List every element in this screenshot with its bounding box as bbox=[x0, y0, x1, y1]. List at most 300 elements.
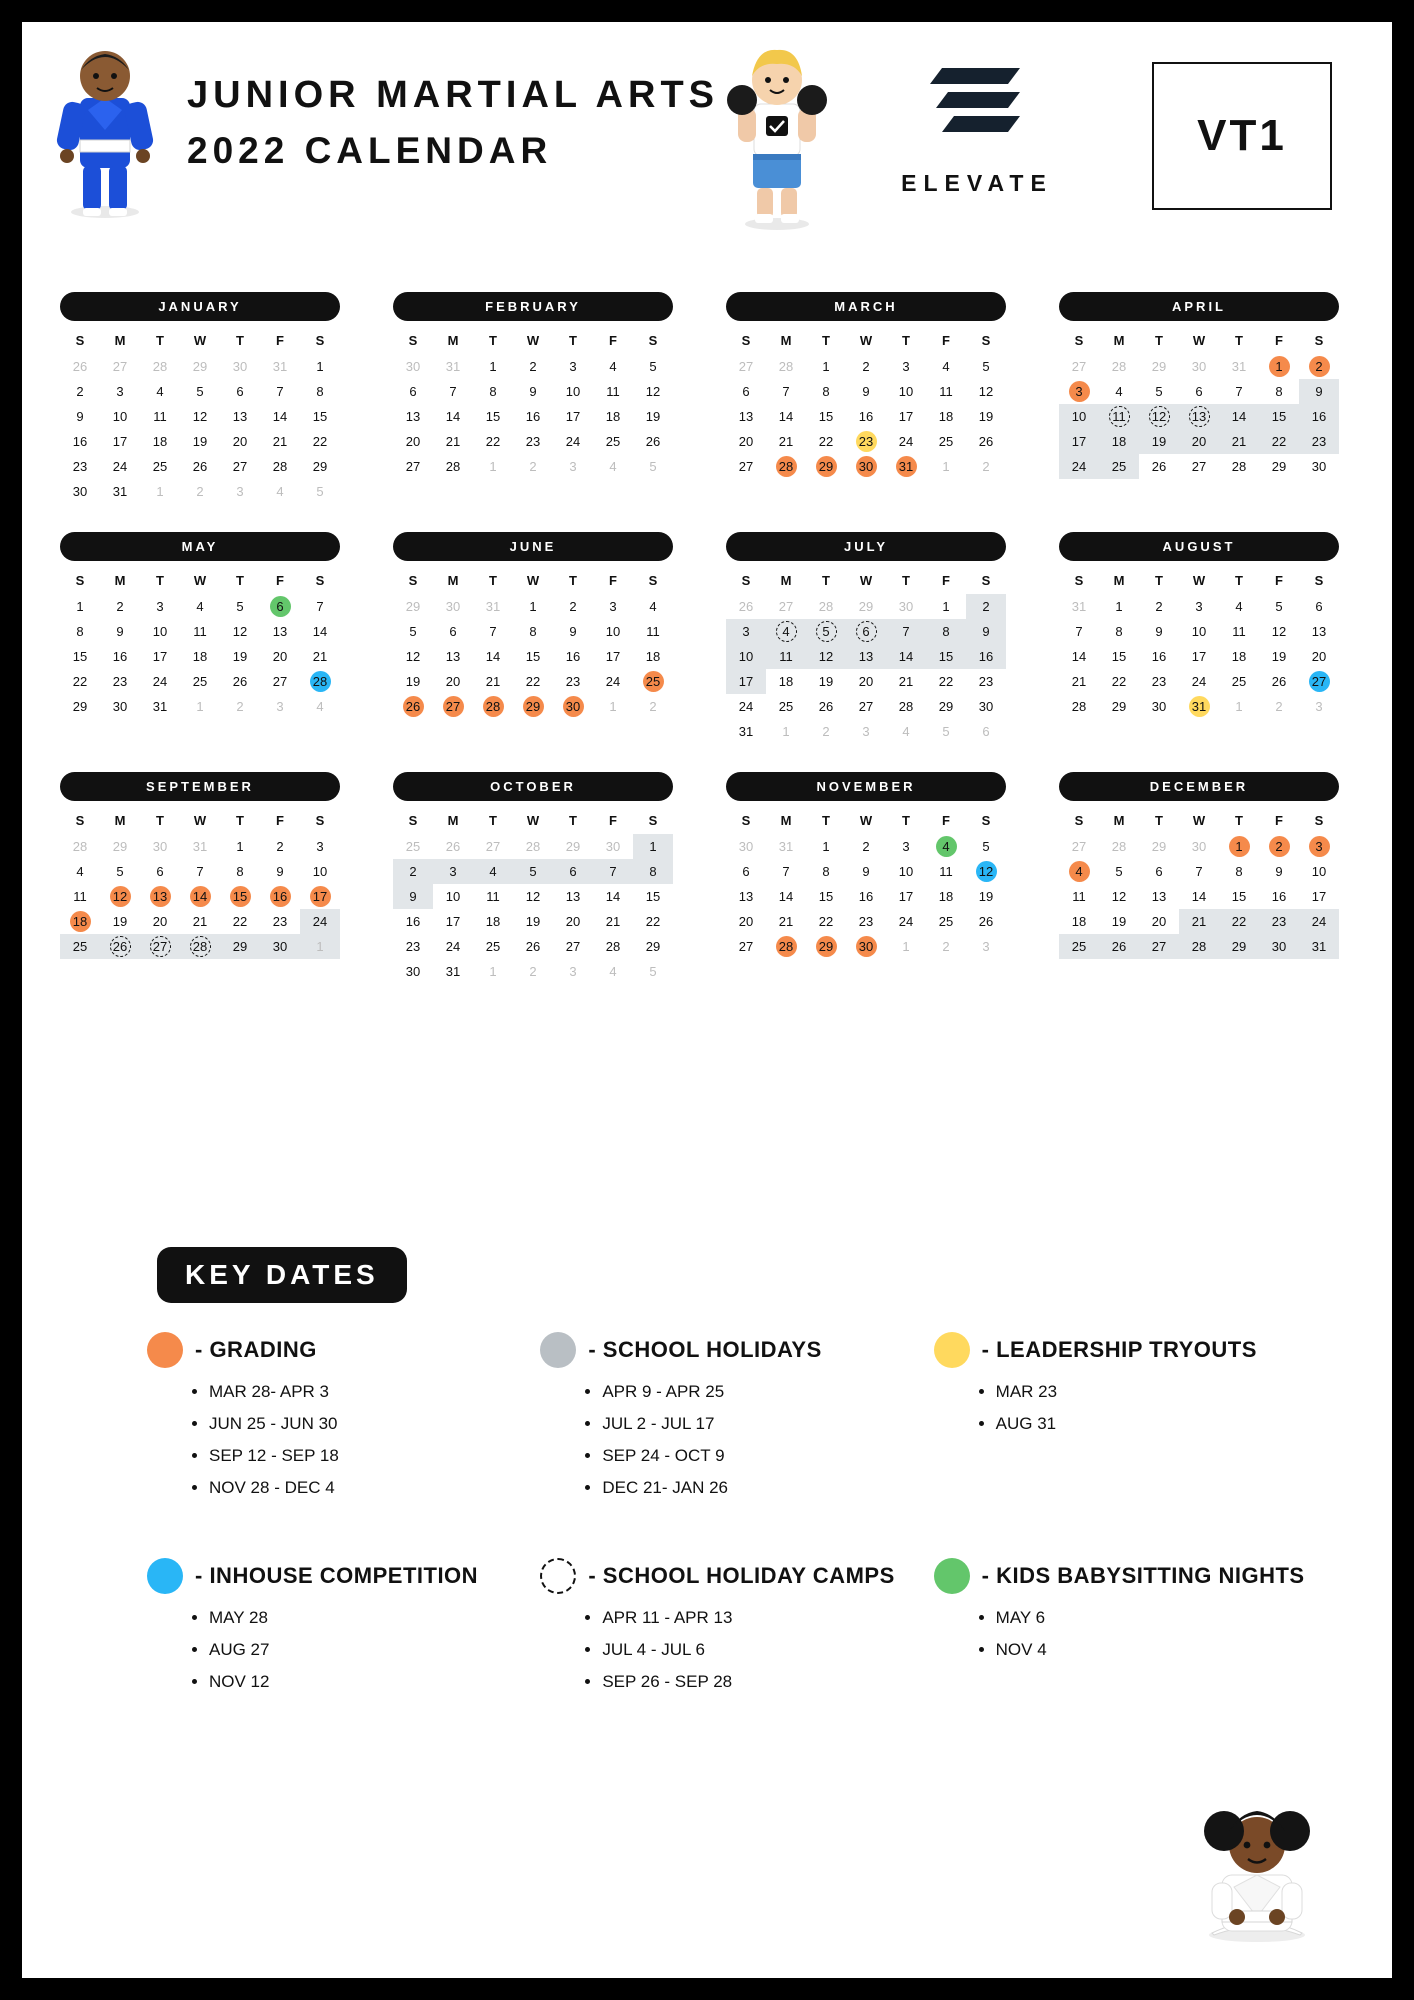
day-cell[interactable] bbox=[593, 934, 633, 959]
day-cell[interactable] bbox=[553, 934, 593, 959]
day-cell[interactable] bbox=[593, 594, 633, 619]
day-cell[interactable] bbox=[433, 594, 473, 619]
day-cell[interactable] bbox=[926, 354, 966, 379]
day-cell[interactable] bbox=[1139, 669, 1179, 694]
day-cell[interactable] bbox=[1219, 404, 1259, 429]
day-cell[interactable] bbox=[766, 694, 806, 719]
day-cell[interactable] bbox=[1139, 834, 1179, 859]
day-cell[interactable] bbox=[966, 644, 1006, 669]
day-cell[interactable] bbox=[300, 479, 340, 504]
day-cell[interactable] bbox=[726, 354, 766, 379]
day-cell[interactable] bbox=[260, 354, 300, 379]
day-cell[interactable] bbox=[473, 619, 513, 644]
day-cell[interactable] bbox=[393, 404, 433, 429]
day-cell[interactable] bbox=[393, 959, 433, 984]
day-cell[interactable] bbox=[886, 379, 926, 404]
day-cell[interactable] bbox=[633, 669, 673, 694]
day-cell[interactable] bbox=[180, 644, 220, 669]
day-cell[interactable] bbox=[1259, 694, 1299, 719]
day-cell[interactable] bbox=[433, 429, 473, 454]
day-cell[interactable] bbox=[1299, 429, 1339, 454]
day-cell[interactable] bbox=[593, 884, 633, 909]
day-cell[interactable] bbox=[926, 909, 966, 934]
day-cell[interactable] bbox=[886, 429, 926, 454]
day-cell[interactable] bbox=[846, 884, 886, 909]
day-cell[interactable] bbox=[846, 619, 886, 644]
day-cell[interactable] bbox=[926, 379, 966, 404]
day-cell[interactable] bbox=[220, 354, 260, 379]
day-cell[interactable] bbox=[766, 354, 806, 379]
day-cell[interactable] bbox=[1259, 594, 1299, 619]
day-cell[interactable] bbox=[140, 884, 180, 909]
day-cell[interactable] bbox=[846, 694, 886, 719]
day-cell[interactable] bbox=[1219, 619, 1259, 644]
day-cell[interactable] bbox=[1299, 454, 1339, 479]
day-cell[interactable] bbox=[1299, 619, 1339, 644]
day-cell[interactable] bbox=[1299, 834, 1339, 859]
day-cell[interactable] bbox=[806, 909, 846, 934]
day-cell[interactable] bbox=[966, 884, 1006, 909]
day-cell[interactable] bbox=[886, 594, 926, 619]
day-cell[interactable] bbox=[1299, 379, 1339, 404]
day-cell[interactable] bbox=[846, 719, 886, 744]
day-cell[interactable] bbox=[593, 454, 633, 479]
day-cell[interactable] bbox=[1299, 909, 1339, 934]
day-cell[interactable] bbox=[473, 909, 513, 934]
day-cell[interactable] bbox=[220, 934, 260, 959]
day-cell[interactable] bbox=[180, 454, 220, 479]
day-cell[interactable] bbox=[60, 909, 100, 934]
day-cell[interactable] bbox=[140, 429, 180, 454]
day-cell[interactable] bbox=[1139, 694, 1179, 719]
day-cell[interactable] bbox=[1179, 594, 1219, 619]
day-cell[interactable] bbox=[1179, 909, 1219, 934]
day-cell[interactable] bbox=[926, 594, 966, 619]
day-cell[interactable] bbox=[726, 594, 766, 619]
day-cell[interactable] bbox=[220, 834, 260, 859]
day-cell[interactable] bbox=[926, 619, 966, 644]
day-cell[interactable] bbox=[100, 379, 140, 404]
day-cell[interactable] bbox=[220, 594, 260, 619]
day-cell[interactable] bbox=[766, 934, 806, 959]
day-cell[interactable] bbox=[553, 619, 593, 644]
day-cell[interactable] bbox=[300, 454, 340, 479]
day-cell[interactable] bbox=[180, 619, 220, 644]
day-cell[interactable] bbox=[1139, 429, 1179, 454]
day-cell[interactable] bbox=[100, 354, 140, 379]
day-cell[interactable] bbox=[1219, 884, 1259, 909]
day-cell[interactable] bbox=[1059, 354, 1099, 379]
day-cell[interactable] bbox=[220, 619, 260, 644]
day-cell[interactable] bbox=[1259, 859, 1299, 884]
day-cell[interactable] bbox=[1219, 429, 1259, 454]
day-cell[interactable] bbox=[1099, 454, 1139, 479]
day-cell[interactable] bbox=[766, 669, 806, 694]
day-cell[interactable] bbox=[140, 669, 180, 694]
day-cell[interactable] bbox=[60, 619, 100, 644]
day-cell[interactable] bbox=[220, 429, 260, 454]
day-cell[interactable] bbox=[1059, 884, 1099, 909]
day-cell[interactable] bbox=[393, 834, 433, 859]
day-cell[interactable] bbox=[553, 404, 593, 429]
day-cell[interactable] bbox=[513, 834, 553, 859]
day-cell[interactable] bbox=[140, 859, 180, 884]
day-cell[interactable] bbox=[60, 694, 100, 719]
day-cell[interactable] bbox=[886, 934, 926, 959]
day-cell[interactable] bbox=[553, 354, 593, 379]
day-cell[interactable] bbox=[60, 454, 100, 479]
day-cell[interactable] bbox=[726, 859, 766, 884]
day-cell[interactable] bbox=[553, 884, 593, 909]
day-cell[interactable] bbox=[260, 694, 300, 719]
day-cell[interactable] bbox=[260, 669, 300, 694]
day-cell[interactable] bbox=[553, 834, 593, 859]
day-cell[interactable] bbox=[926, 859, 966, 884]
day-cell[interactable] bbox=[140, 454, 180, 479]
day-cell[interactable] bbox=[633, 619, 673, 644]
day-cell[interactable] bbox=[846, 404, 886, 429]
day-cell[interactable] bbox=[180, 594, 220, 619]
day-cell[interactable] bbox=[513, 354, 553, 379]
day-cell[interactable] bbox=[1259, 404, 1299, 429]
day-cell[interactable] bbox=[926, 454, 966, 479]
day-cell[interactable] bbox=[100, 909, 140, 934]
day-cell[interactable] bbox=[1139, 404, 1179, 429]
day-cell[interactable] bbox=[180, 354, 220, 379]
day-cell[interactable] bbox=[433, 694, 473, 719]
day-cell[interactable] bbox=[1179, 934, 1219, 959]
day-cell[interactable] bbox=[473, 859, 513, 884]
day-cell[interactable] bbox=[966, 909, 1006, 934]
day-cell[interactable] bbox=[846, 429, 886, 454]
day-cell[interactable] bbox=[260, 379, 300, 404]
day-cell[interactable] bbox=[220, 884, 260, 909]
day-cell[interactable] bbox=[433, 934, 473, 959]
day-cell[interactable] bbox=[300, 404, 340, 429]
day-cell[interactable] bbox=[766, 644, 806, 669]
day-cell[interactable] bbox=[553, 454, 593, 479]
day-cell[interactable] bbox=[260, 429, 300, 454]
day-cell[interactable] bbox=[140, 354, 180, 379]
day-cell[interactable] bbox=[513, 694, 553, 719]
day-cell[interactable] bbox=[1139, 884, 1179, 909]
day-cell[interactable] bbox=[393, 859, 433, 884]
day-cell[interactable] bbox=[1099, 594, 1139, 619]
day-cell[interactable] bbox=[886, 454, 926, 479]
day-cell[interactable] bbox=[220, 379, 260, 404]
day-cell[interactable] bbox=[1299, 934, 1339, 959]
day-cell[interactable] bbox=[473, 429, 513, 454]
day-cell[interactable] bbox=[180, 884, 220, 909]
day-cell[interactable] bbox=[513, 859, 553, 884]
day-cell[interactable] bbox=[60, 669, 100, 694]
day-cell[interactable] bbox=[100, 859, 140, 884]
day-cell[interactable] bbox=[1299, 644, 1339, 669]
day-cell[interactable] bbox=[393, 454, 433, 479]
day-cell[interactable] bbox=[1139, 594, 1179, 619]
day-cell[interactable] bbox=[633, 594, 673, 619]
day-cell[interactable] bbox=[1259, 909, 1299, 934]
day-cell[interactable] bbox=[926, 834, 966, 859]
day-cell[interactable] bbox=[593, 644, 633, 669]
day-cell[interactable] bbox=[1139, 619, 1179, 644]
day-cell[interactable] bbox=[1219, 354, 1259, 379]
day-cell[interactable] bbox=[966, 354, 1006, 379]
day-cell[interactable] bbox=[553, 669, 593, 694]
day-cell[interactable] bbox=[1219, 859, 1259, 884]
day-cell[interactable] bbox=[553, 859, 593, 884]
day-cell[interactable] bbox=[1259, 644, 1299, 669]
day-cell[interactable] bbox=[100, 479, 140, 504]
day-cell[interactable] bbox=[1099, 619, 1139, 644]
day-cell[interactable] bbox=[300, 694, 340, 719]
day-cell[interactable] bbox=[1059, 454, 1099, 479]
day-cell[interactable] bbox=[473, 594, 513, 619]
day-cell[interactable] bbox=[473, 454, 513, 479]
day-cell[interactable] bbox=[180, 404, 220, 429]
day-cell[interactable] bbox=[140, 404, 180, 429]
day-cell[interactable] bbox=[300, 594, 340, 619]
day-cell[interactable] bbox=[260, 454, 300, 479]
day-cell[interactable] bbox=[220, 454, 260, 479]
day-cell[interactable] bbox=[806, 859, 846, 884]
day-cell[interactable] bbox=[300, 644, 340, 669]
day-cell[interactable] bbox=[1259, 429, 1299, 454]
day-cell[interactable] bbox=[553, 429, 593, 454]
day-cell[interactable] bbox=[140, 379, 180, 404]
day-cell[interactable] bbox=[726, 669, 766, 694]
day-cell[interactable] bbox=[60, 834, 100, 859]
day-cell[interactable] bbox=[393, 429, 433, 454]
day-cell[interactable] bbox=[633, 834, 673, 859]
day-cell[interactable] bbox=[886, 354, 926, 379]
day-cell[interactable] bbox=[433, 619, 473, 644]
day-cell[interactable] bbox=[393, 644, 433, 669]
day-cell[interactable] bbox=[260, 859, 300, 884]
day-cell[interactable] bbox=[260, 834, 300, 859]
day-cell[interactable] bbox=[1299, 884, 1339, 909]
day-cell[interactable] bbox=[220, 669, 260, 694]
day-cell[interactable] bbox=[886, 404, 926, 429]
day-cell[interactable] bbox=[140, 644, 180, 669]
day-cell[interactable] bbox=[1299, 859, 1339, 884]
day-cell[interactable] bbox=[806, 669, 846, 694]
day-cell[interactable] bbox=[846, 454, 886, 479]
day-cell[interactable] bbox=[806, 619, 846, 644]
day-cell[interactable] bbox=[60, 884, 100, 909]
day-cell[interactable] bbox=[220, 404, 260, 429]
day-cell[interactable] bbox=[966, 719, 1006, 744]
day-cell[interactable] bbox=[806, 354, 846, 379]
day-cell[interactable] bbox=[140, 909, 180, 934]
day-cell[interactable] bbox=[726, 909, 766, 934]
day-cell[interactable] bbox=[886, 909, 926, 934]
day-cell[interactable] bbox=[393, 669, 433, 694]
day-cell[interactable] bbox=[806, 379, 846, 404]
day-cell[interactable] bbox=[846, 354, 886, 379]
day-cell[interactable] bbox=[766, 719, 806, 744]
day-cell[interactable] bbox=[300, 619, 340, 644]
day-cell[interactable] bbox=[766, 909, 806, 934]
day-cell[interactable] bbox=[726, 834, 766, 859]
day-cell[interactable] bbox=[140, 619, 180, 644]
day-cell[interactable] bbox=[1139, 379, 1179, 404]
day-cell[interactable] bbox=[1299, 594, 1339, 619]
day-cell[interactable] bbox=[60, 479, 100, 504]
day-cell[interactable] bbox=[1099, 934, 1139, 959]
day-cell[interactable] bbox=[473, 884, 513, 909]
day-cell[interactable] bbox=[1179, 429, 1219, 454]
day-cell[interactable] bbox=[1059, 429, 1099, 454]
day-cell[interactable] bbox=[473, 354, 513, 379]
day-cell[interactable] bbox=[300, 934, 340, 959]
day-cell[interactable] bbox=[393, 594, 433, 619]
day-cell[interactable] bbox=[513, 594, 553, 619]
day-cell[interactable] bbox=[180, 479, 220, 504]
day-cell[interactable] bbox=[1259, 454, 1299, 479]
day-cell[interactable] bbox=[806, 719, 846, 744]
day-cell[interactable] bbox=[806, 594, 846, 619]
day-cell[interactable] bbox=[100, 594, 140, 619]
day-cell[interactable] bbox=[180, 694, 220, 719]
day-cell[interactable] bbox=[1259, 619, 1299, 644]
day-cell[interactable] bbox=[100, 834, 140, 859]
day-cell[interactable] bbox=[60, 934, 100, 959]
day-cell[interactable] bbox=[966, 379, 1006, 404]
day-cell[interactable] bbox=[1059, 379, 1099, 404]
day-cell[interactable] bbox=[1179, 669, 1219, 694]
day-cell[interactable] bbox=[1099, 669, 1139, 694]
day-cell[interactable] bbox=[1059, 934, 1099, 959]
day-cell[interactable] bbox=[260, 934, 300, 959]
day-cell[interactable] bbox=[393, 934, 433, 959]
day-cell[interactable] bbox=[1099, 859, 1139, 884]
day-cell[interactable] bbox=[1219, 669, 1259, 694]
day-cell[interactable] bbox=[513, 404, 553, 429]
day-cell[interactable] bbox=[766, 834, 806, 859]
day-cell[interactable] bbox=[633, 454, 673, 479]
day-cell[interactable] bbox=[926, 934, 966, 959]
day-cell[interactable] bbox=[1139, 454, 1179, 479]
day-cell[interactable] bbox=[726, 694, 766, 719]
day-cell[interactable] bbox=[726, 429, 766, 454]
day-cell[interactable] bbox=[300, 834, 340, 859]
day-cell[interactable] bbox=[1259, 834, 1299, 859]
day-cell[interactable] bbox=[433, 959, 473, 984]
day-cell[interactable] bbox=[886, 834, 926, 859]
day-cell[interactable] bbox=[1099, 834, 1139, 859]
day-cell[interactable] bbox=[1299, 354, 1339, 379]
day-cell[interactable] bbox=[1179, 379, 1219, 404]
day-cell[interactable] bbox=[220, 859, 260, 884]
day-cell[interactable] bbox=[473, 834, 513, 859]
day-cell[interactable] bbox=[300, 909, 340, 934]
day-cell[interactable] bbox=[100, 429, 140, 454]
day-cell[interactable] bbox=[726, 719, 766, 744]
day-cell[interactable] bbox=[433, 379, 473, 404]
day-cell[interactable] bbox=[1059, 909, 1099, 934]
day-cell[interactable] bbox=[926, 694, 966, 719]
day-cell[interactable] bbox=[1059, 834, 1099, 859]
day-cell[interactable] bbox=[1059, 594, 1099, 619]
day-cell[interactable] bbox=[846, 644, 886, 669]
day-cell[interactable] bbox=[1059, 669, 1099, 694]
day-cell[interactable] bbox=[1179, 354, 1219, 379]
day-cell[interactable] bbox=[1299, 404, 1339, 429]
day-cell[interactable] bbox=[473, 404, 513, 429]
day-cell[interactable] bbox=[300, 429, 340, 454]
day-cell[interactable] bbox=[513, 884, 553, 909]
day-cell[interactable] bbox=[966, 669, 1006, 694]
day-cell[interactable] bbox=[1179, 644, 1219, 669]
day-cell[interactable] bbox=[1299, 669, 1339, 694]
day-cell[interactable] bbox=[1059, 644, 1099, 669]
day-cell[interactable] bbox=[846, 909, 886, 934]
day-cell[interactable] bbox=[140, 934, 180, 959]
day-cell[interactable] bbox=[513, 379, 553, 404]
day-cell[interactable] bbox=[966, 859, 1006, 884]
day-cell[interactable] bbox=[60, 379, 100, 404]
day-cell[interactable] bbox=[140, 694, 180, 719]
day-cell[interactable] bbox=[1219, 644, 1259, 669]
day-cell[interactable] bbox=[726, 644, 766, 669]
day-cell[interactable] bbox=[220, 909, 260, 934]
day-cell[interactable] bbox=[593, 404, 633, 429]
day-cell[interactable] bbox=[140, 834, 180, 859]
day-cell[interactable] bbox=[180, 379, 220, 404]
day-cell[interactable] bbox=[726, 454, 766, 479]
day-cell[interactable] bbox=[1099, 884, 1139, 909]
day-cell[interactable] bbox=[766, 619, 806, 644]
day-cell[interactable] bbox=[846, 594, 886, 619]
day-cell[interactable] bbox=[433, 404, 473, 429]
day-cell[interactable] bbox=[300, 859, 340, 884]
day-cell[interactable] bbox=[220, 694, 260, 719]
day-cell[interactable] bbox=[300, 884, 340, 909]
day-cell[interactable] bbox=[886, 644, 926, 669]
day-cell[interactable] bbox=[180, 909, 220, 934]
day-cell[interactable] bbox=[633, 379, 673, 404]
day-cell[interactable] bbox=[60, 859, 100, 884]
day-cell[interactable] bbox=[513, 454, 553, 479]
day-cell[interactable] bbox=[633, 934, 673, 959]
day-cell[interactable] bbox=[100, 619, 140, 644]
day-cell[interactable] bbox=[966, 454, 1006, 479]
day-cell[interactable] bbox=[1139, 909, 1179, 934]
day-cell[interactable] bbox=[180, 429, 220, 454]
day-cell[interactable] bbox=[473, 669, 513, 694]
day-cell[interactable] bbox=[553, 959, 593, 984]
day-cell[interactable] bbox=[1099, 354, 1139, 379]
day-cell[interactable] bbox=[593, 354, 633, 379]
day-cell[interactable] bbox=[180, 859, 220, 884]
day-cell[interactable] bbox=[1059, 619, 1099, 644]
day-cell[interactable] bbox=[1219, 934, 1259, 959]
day-cell[interactable] bbox=[593, 669, 633, 694]
day-cell[interactable] bbox=[60, 354, 100, 379]
day-cell[interactable] bbox=[886, 669, 926, 694]
day-cell[interactable] bbox=[393, 354, 433, 379]
day-cell[interactable] bbox=[260, 594, 300, 619]
day-cell[interactable] bbox=[806, 429, 846, 454]
day-cell[interactable] bbox=[433, 454, 473, 479]
day-cell[interactable] bbox=[220, 644, 260, 669]
day-cell[interactable] bbox=[553, 909, 593, 934]
day-cell[interactable] bbox=[806, 934, 846, 959]
day-cell[interactable] bbox=[886, 619, 926, 644]
day-cell[interactable] bbox=[1099, 694, 1139, 719]
day-cell[interactable] bbox=[553, 694, 593, 719]
